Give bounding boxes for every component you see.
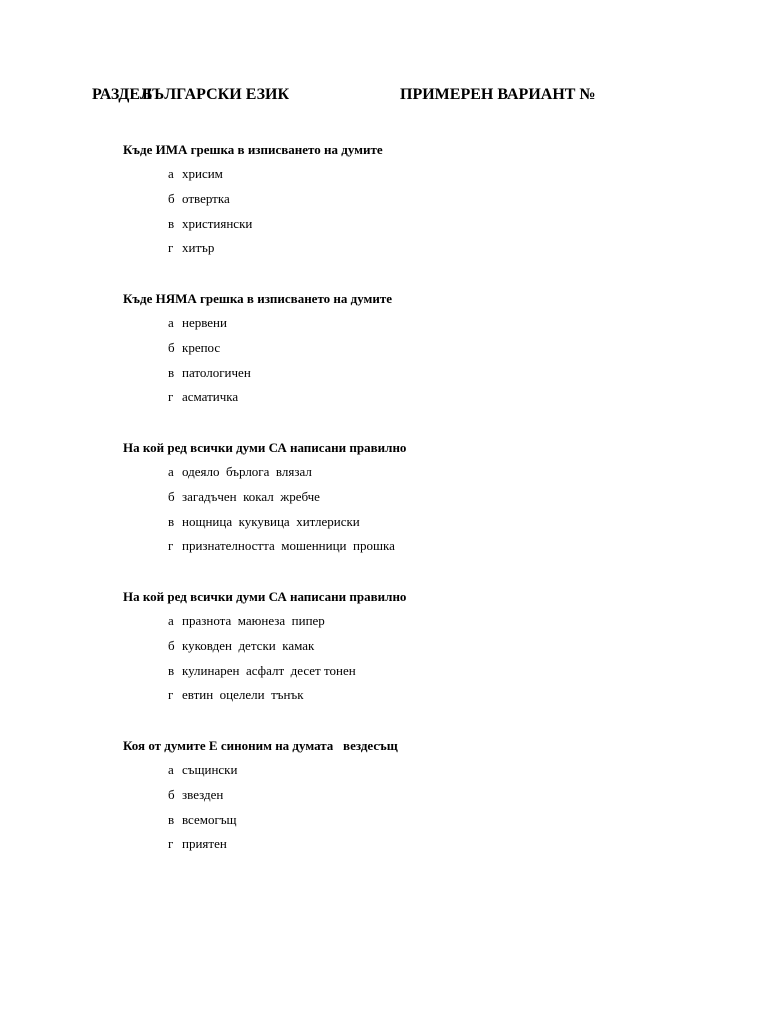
answer-options bbox=[123, 311, 683, 410]
option-text: същински bbox=[182, 762, 238, 777]
option-text: хитър bbox=[182, 240, 215, 256]
answer-option-d[interactable] bbox=[123, 534, 683, 559]
variant-label: ПРИМЕРЕН ВАРИАНТ № bbox=[400, 86, 596, 103]
option-text: патологичен bbox=[182, 364, 251, 380]
option-letter: г bbox=[168, 687, 174, 703]
answer-option-a[interactable] bbox=[123, 311, 683, 336]
question-text: На кой ред всички думи СА написани правилно bbox=[123, 440, 407, 455]
answer-option-a[interactable] bbox=[123, 609, 683, 634]
option-text: загадъчен кокал жребче bbox=[182, 488, 320, 504]
option-letter: б bbox=[168, 190, 175, 206]
option-letter: г bbox=[168, 538, 174, 554]
option-letter: в bbox=[168, 215, 175, 231]
answer-option-b[interactable] bbox=[123, 187, 683, 212]
answer-option-c[interactable] bbox=[123, 361, 683, 386]
answer-option-b[interactable] bbox=[123, 336, 683, 361]
answer-options bbox=[123, 162, 683, 261]
option-letter: а bbox=[168, 315, 174, 330]
answer-option-c[interactable] bbox=[123, 212, 683, 237]
option-text: приятен bbox=[182, 836, 227, 852]
answer-option-d[interactable] bbox=[123, 832, 683, 857]
question-4 bbox=[123, 584, 683, 708]
option-text: хрисим bbox=[182, 166, 223, 181]
answer-options bbox=[123, 609, 683, 708]
subject-title: БЪЛГАРСКИ ЕЗИК bbox=[142, 86, 290, 103]
answer-option-a[interactable] bbox=[123, 758, 683, 783]
option-letter: а bbox=[168, 166, 174, 181]
answer-option-b[interactable] bbox=[123, 634, 683, 659]
question-text: Коя от думите Е синоним на думата вездесъщ bbox=[123, 738, 398, 753]
answer-option-d[interactable] bbox=[123, 236, 683, 261]
option-text: асматичка bbox=[182, 389, 239, 405]
option-text: християнски bbox=[182, 215, 253, 231]
option-text: куковден детски камак bbox=[182, 637, 315, 653]
answer-option-a[interactable] bbox=[123, 162, 683, 187]
answer-option-c[interactable] bbox=[123, 510, 683, 535]
answer-option-d[interactable] bbox=[123, 385, 683, 410]
option-letter: в bbox=[168, 513, 175, 529]
question-3 bbox=[123, 435, 683, 559]
answer-option-c[interactable] bbox=[123, 808, 683, 833]
option-text: евтин оцелели тънък bbox=[182, 687, 304, 703]
option-letter: г bbox=[168, 389, 174, 405]
answer-options bbox=[123, 758, 683, 857]
answer-option-a[interactable] bbox=[123, 460, 683, 485]
answer-option-b[interactable] bbox=[123, 783, 683, 808]
option-text: нощница кукувица хитлериски bbox=[182, 513, 360, 529]
option-text: кулинарен асфалт десет тонен bbox=[182, 662, 356, 678]
answer-option-d[interactable] bbox=[123, 683, 683, 708]
option-letter: а bbox=[168, 613, 174, 628]
question-2 bbox=[123, 286, 683, 410]
option-text: празнота маюнеза пипер bbox=[182, 613, 325, 628]
question-text: На кой ред всички думи СА написани правилно bbox=[123, 589, 407, 604]
option-letter: б bbox=[168, 637, 175, 653]
answer-options bbox=[123, 460, 683, 559]
option-text: крепос bbox=[182, 339, 221, 355]
answer-option-c[interactable] bbox=[123, 659, 683, 684]
question-text: Къде ИМА грешка в изписването на думите bbox=[123, 142, 383, 157]
section-label: РАЗДЕЛ bbox=[92, 86, 152, 103]
answer-option-b[interactable] bbox=[123, 485, 683, 510]
option-letter: в bbox=[168, 811, 175, 827]
option-text: всемогъщ bbox=[182, 811, 237, 827]
option-letter: в bbox=[168, 662, 175, 678]
option-text: одеяло бърлога влязал bbox=[182, 464, 312, 479]
question-5 bbox=[123, 733, 683, 857]
question-1 bbox=[123, 137, 683, 261]
option-text: признателността мошенници прошка bbox=[182, 538, 395, 554]
option-letter: г bbox=[168, 836, 174, 852]
option-letter: в bbox=[168, 364, 175, 380]
option-letter: а bbox=[168, 464, 174, 479]
option-text: нервени bbox=[182, 315, 227, 330]
option-letter: г bbox=[168, 240, 174, 256]
option-text: звезден bbox=[182, 786, 224, 802]
option-text: отвертка bbox=[182, 190, 230, 206]
option-letter: б bbox=[168, 786, 175, 802]
option-letter: б bbox=[168, 339, 175, 355]
option-letter: б bbox=[168, 488, 175, 504]
question-text: Къде НЯМА грешка в изписването на думите bbox=[123, 291, 393, 306]
option-letter: а bbox=[168, 762, 174, 777]
